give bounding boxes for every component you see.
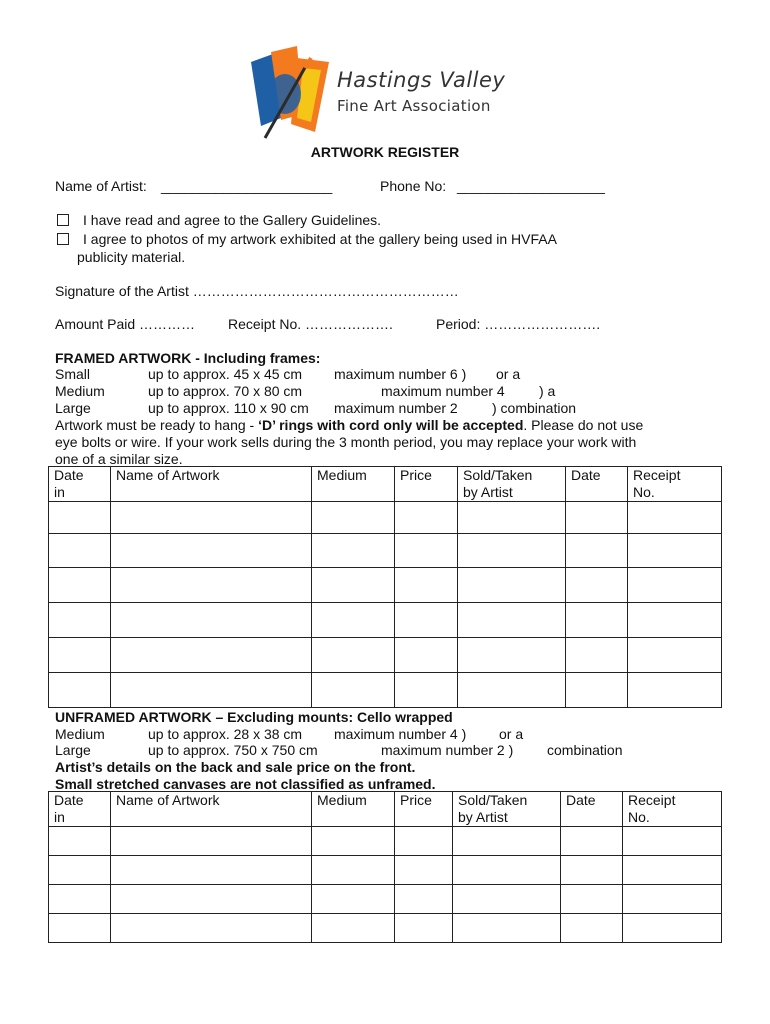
col-sold — [453, 792, 561, 827]
hanging-note-post: . Please do not use — [523, 417, 644, 433]
size-note: or a — [499, 726, 524, 742]
size-dims: up to approx. 110 x 90 cm — [148, 400, 309, 416]
logo-line1: Hastings Valley — [337, 68, 506, 92]
table-header-row — [49, 467, 722, 502]
unframed-size-large — [55, 742, 755, 759]
unframed-artwork-table — [48, 791, 722, 943]
size-name: Medium — [55, 726, 105, 742]
size-dims: up to approx. 28 x 38 cm — [148, 726, 303, 742]
col-receipt-line2: No. — [628, 809, 650, 825]
signature-field[interactable]: Signature of the Artist ………………………………………………… — [55, 283, 459, 299]
guidelines-checkbox[interactable] — [57, 214, 69, 226]
col-receipt — [628, 467, 722, 502]
unframed-heading: UNFRAMED ARTWORK – Excluding mounts: Cello wrapped — [55, 709, 453, 725]
size-name: Large — [55, 742, 91, 758]
hanging-note-line3: one of a similar size. — [55, 451, 183, 467]
framed-size-medium — [55, 383, 755, 400]
col-date: Date — [561, 792, 623, 827]
col-sold-line1: Sold/Taken — [463, 467, 533, 483]
size-note: or a — [496, 366, 521, 382]
size-max: maximum number 2 — [334, 400, 458, 416]
col-name: Name of Artwork — [111, 467, 312, 502]
table-header-row — [49, 792, 722, 827]
col-sold — [458, 467, 566, 502]
phone-label: Phone No: — [380, 178, 447, 194]
col-receipt-line2: No. — [633, 484, 655, 500]
table-row[interactable] — [49, 638, 722, 673]
table-row[interactable] — [49, 673, 722, 708]
size-name: Medium — [55, 383, 105, 399]
photos-checkbox[interactable] — [57, 233, 69, 245]
table-row[interactable] — [49, 914, 722, 943]
table-row[interactable] — [49, 885, 722, 914]
col-date-in-line1: Date — [54, 467, 84, 483]
col-receipt — [623, 792, 722, 827]
amount-paid-field[interactable]: Amount Paid ………… — [55, 316, 196, 332]
col-date-in-line2: in — [54, 809, 65, 825]
photos-text: I agree to photos of my artwork exhibited at the gallery being used in HVFAA — [83, 231, 557, 247]
size-note: ) a — [539, 383, 556, 399]
receipt-no-field[interactable]: Receipt No. ………………. — [228, 316, 393, 332]
col-date-in — [49, 792, 111, 827]
col-price: Price — [395, 467, 458, 502]
framed-size-large — [55, 400, 755, 417]
logo — [245, 44, 535, 140]
phone-field[interactable]: ___________________ — [457, 178, 605, 194]
table-row[interactable] — [49, 603, 722, 638]
hanging-note-bold: ‘D’ rings with cord only will be accepted — [258, 417, 524, 433]
logo-line2: Fine Art Association — [337, 97, 491, 115]
size-max: maximum number 2 ) — [381, 742, 514, 758]
table-row[interactable] — [49, 568, 722, 603]
table-row[interactable] — [49, 827, 722, 856]
agreement-guidelines — [57, 212, 381, 228]
hanging-note-pre: Artwork must be ready to hang - — [55, 417, 259, 433]
unframed-note1: Artist’s details on the back and sale price on the front. — [55, 759, 416, 775]
col-date-in-line1: Date — [54, 792, 84, 808]
col-sold-line2: by Artist — [463, 484, 513, 500]
col-sold-line2: by Artist — [458, 809, 508, 825]
col-medium: Medium — [312, 792, 395, 827]
size-note: ) combination — [492, 400, 577, 416]
unframed-note2: Small stretched canvases are not classified as unframed. — [55, 776, 436, 792]
photos-text-line2: publicity material. — [77, 249, 186, 265]
col-sold-line1: Sold/Taken — [458, 792, 528, 808]
table-row[interactable] — [49, 502, 722, 534]
framed-artwork-table — [48, 466, 722, 708]
col-medium: Medium — [312, 467, 395, 502]
table-row[interactable] — [49, 534, 722, 568]
col-date: Date — [566, 467, 628, 502]
size-max: maximum number 4 ) — [334, 726, 467, 742]
col-price: Price — [395, 792, 453, 827]
logo-mark-icon — [245, 44, 337, 140]
col-name: Name of Artwork — [111, 792, 312, 827]
table-row[interactable] — [49, 856, 722, 885]
size-name: Small — [55, 366, 91, 382]
col-receipt-line1: Receipt — [633, 467, 681, 483]
size-dims: up to approx. 750 x 750 cm — [148, 742, 318, 758]
period-field[interactable]: Period: ……………………. — [436, 316, 601, 332]
unframed-size-medium — [55, 726, 755, 743]
size-max: maximum number 6 ) — [334, 366, 467, 382]
page-title: ARTWORK REGISTER — [310, 144, 460, 160]
size-dims: up to approx. 70 x 80 cm — [148, 383, 303, 399]
agreement-photos — [57, 231, 557, 247]
hanging-note — [55, 417, 643, 433]
size-max: maximum number 4 — [381, 383, 505, 399]
col-date-in — [49, 467, 111, 502]
framed-heading: FRAMED ARTWORK - Including frames: — [55, 350, 321, 366]
col-date-in-line2: in — [54, 484, 65, 500]
size-dims: up to approx. 45 x 45 cm — [148, 366, 303, 382]
framed-size-small — [55, 366, 755, 383]
artist-name-label: Name of Artist: — [55, 178, 147, 194]
size-name: Large — [55, 400, 91, 416]
hanging-note-line2: eye bolts or wire. If your work sells during the 3 month period, you may replace your work with — [55, 434, 637, 450]
artist-name-field[interactable]: ______________________ — [161, 178, 333, 194]
guidelines-text: I have read and agree to the Gallery Guidelines. — [83, 212, 382, 228]
size-note: combination — [547, 742, 623, 758]
col-receipt-line1: Receipt — [628, 792, 676, 808]
